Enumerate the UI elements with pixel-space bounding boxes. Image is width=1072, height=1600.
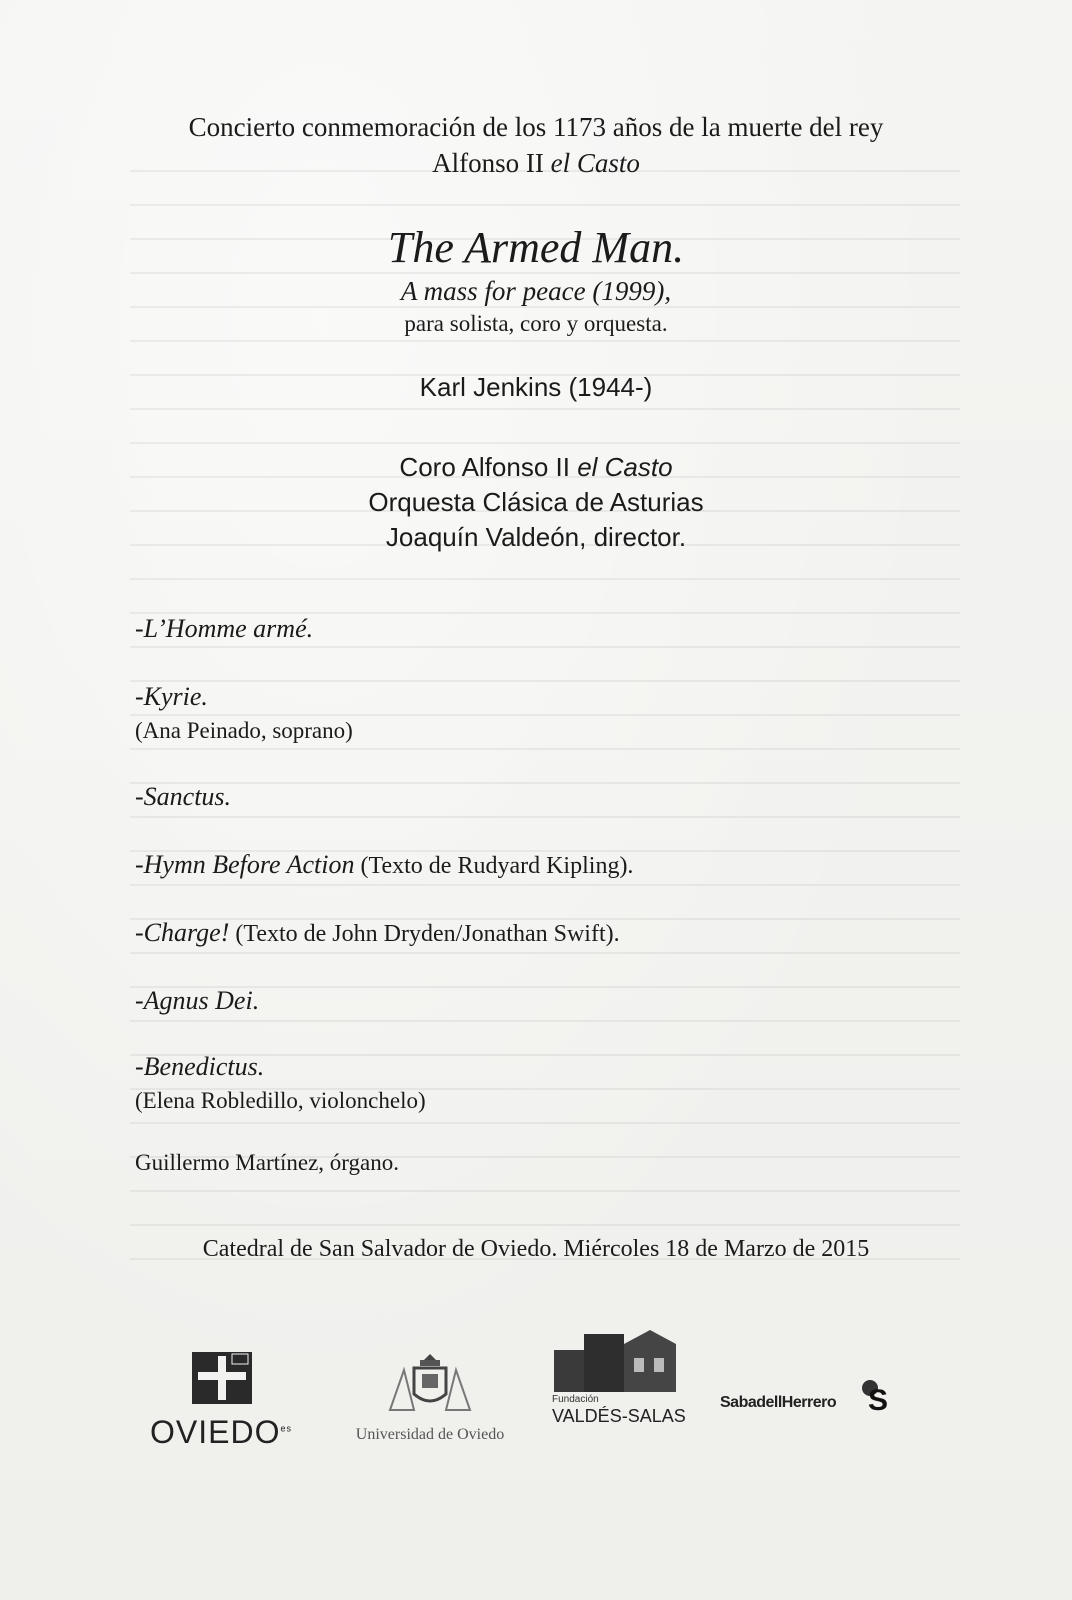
composer: Karl Jenkins (1944-) (419, 372, 653, 402)
venue-date: Catedral de San Salvador de Oviedo. Miércoles 18 de Marzo de 2015 (202, 1236, 870, 1262)
movement-item: -Agnus Dei. (135, 986, 260, 1015)
oviedo-logo: $OVIEDO^{es}$ (150, 1352, 310, 1452)
movement-item: -Benedictus. (135, 1052, 265, 1081)
movement-item: -Sanctus. (135, 782, 232, 811)
concert-dedication-line2: Alfonso II el Casto (432, 148, 640, 178)
concert-dedication: Concierto conmemoración de los 1173 años de la muerte del rey (188, 112, 884, 142)
choir: Coro Alfonso II el Casto (399, 452, 673, 482)
organist: Guillermo Martínez, órgano. (135, 1150, 400, 1175)
universidad-logo: Universidad de Oviedo (340, 1350, 520, 1460)
work-scoring: para solista, coro y orquesta. (404, 311, 668, 336)
movement-soloist: (Elena Robledillo, violonchelo) (135, 1088, 426, 1113)
coat-of-arms-icon (384, 1350, 476, 1416)
oviedo-cross-icon (192, 1352, 252, 1404)
orchestra: Orquesta Clásica de Asturias (368, 487, 704, 517)
work-subtitle: A mass for peace (1999), (400, 276, 672, 306)
work-title: The Armed Man. (387, 223, 685, 272)
fundacion-valdes-salas-logo: Fundación VALDÉS-SALAS (552, 1330, 692, 1450)
director: Joaquín Valdeón, director. (385, 522, 687, 552)
movement-item: -Hymn Before Action (Texto de Rudyard Kipling). (135, 850, 634, 879)
movement-soloist: (Ana Peinado, soprano) (135, 718, 353, 743)
movement-item: -Charge! (Texto de John Dryden/Jonathan Swift). (135, 918, 620, 947)
sabadell-herrero-logo: SabadellHerrero S (720, 1384, 910, 1424)
building-icon (554, 1330, 676, 1392)
movement-item: -L’Homme armé. (135, 614, 314, 643)
movement-item: -Kyrie. (135, 682, 208, 711)
